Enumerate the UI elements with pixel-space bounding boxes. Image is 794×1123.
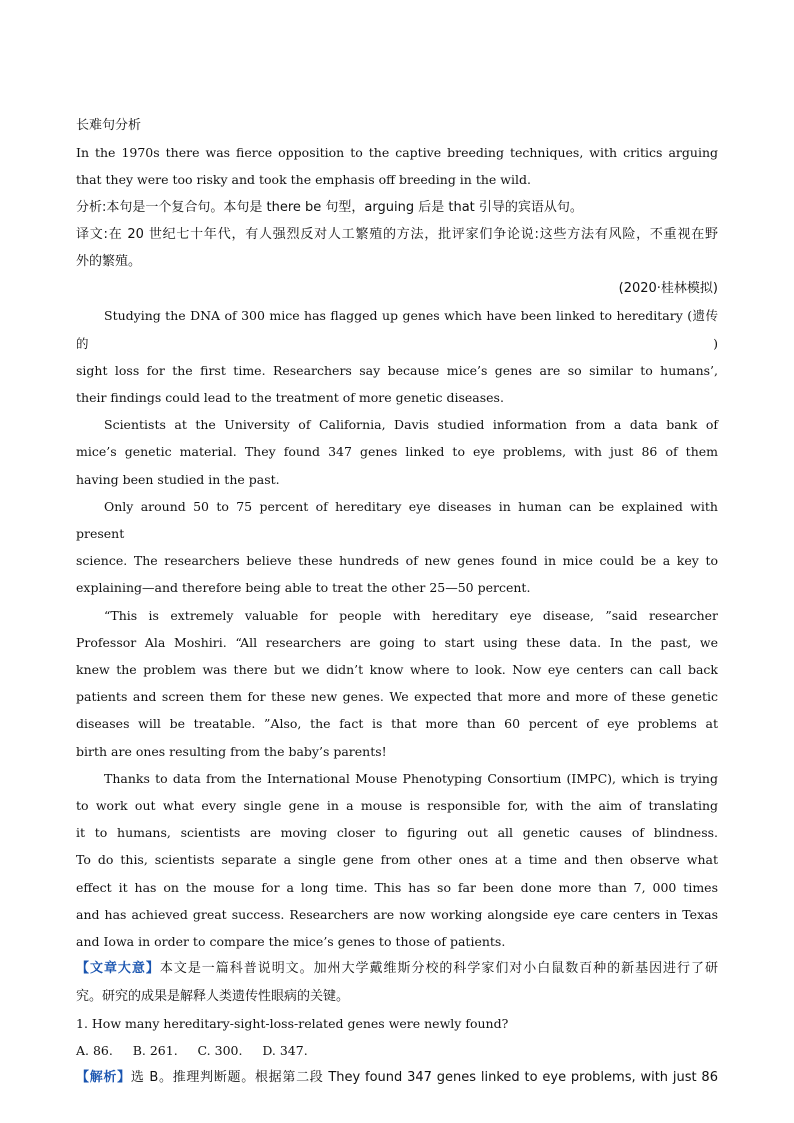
analysis-translation-line-2: 外的繁殖。 xyxy=(76,254,142,270)
passage-p4-line-2: Professor Ala Moshiri. “All researchers are going to start using these data. In the past, we xyxy=(76,634,718,650)
passage-p1-line-3: their findings could lead to the treatment of more genetic diseases. xyxy=(76,390,504,406)
passage-p1-line-1: Studying the DNA of 300 mice has flagged up genes which have been linked to hereditary (遗传的) xyxy=(76,308,718,351)
passage-p3-line-3: explaining—and therefore being able to treat the other 25—50 percent. xyxy=(76,580,531,596)
passage-p4-line-6: birth are ones resulting from the baby’s parents! xyxy=(76,743,387,759)
passage-p2-line-1: Scientists at the University of California, Davis studied information from a data bank of xyxy=(104,417,718,433)
analysis-sentence-line-2: that they were too risky and took the emphasis off breeding in the wild. xyxy=(76,172,531,188)
passage-p4-line-5: diseases will be treatable. ”Also, the fact is that more than 60 percent of eye problems at xyxy=(76,716,718,732)
passage-p5-line-1: Thanks to data from the International Mouse Phenotyping Consortium (IMPC), which is trying xyxy=(104,770,718,786)
passage-p1-line-2: sight loss for the first time. Researchers say because mice’s genes are so similar to humans’, xyxy=(76,362,718,378)
passage-p5-line-5: effect it has on the mouse for a long time. This has so far been done more than 7, 000 times xyxy=(76,879,718,895)
passage-p3-line-1: Only around 50 to 75 percent of hereditary eye diseases in human can be explained with present xyxy=(76,498,718,542)
passage-p5-line-7: and Iowa in order to compare the mice’s genes to those of patients. xyxy=(76,934,506,950)
document-page xyxy=(76,112,718,1091)
analysis-sentence-line-1: In the 1970s there was fierce opposition to the captive breeding techniques, with critics arguing xyxy=(76,145,718,161)
passage-p5-line-4: To do this, scientists separate a single gene from other ones at a time and then observe what xyxy=(76,852,718,868)
summary-line-1 xyxy=(76,955,718,982)
passage-p4-line-4: patients and screen them for these new genes. We expected that more and more of these genetic xyxy=(76,689,718,705)
passage-p4-line-1: “This is extremely valuable for people with hereditary eye disease, ”said researcher xyxy=(104,607,718,623)
question-1-stem: 1. How many hereditary-sight-loss-related genes were newly found? xyxy=(76,1015,509,1031)
analysis-translation-line-1: 译文:在 20 世纪七十年代，有人强烈反对人工繁殖的方法，批评家们争论说:这些方法有风险，不重视在野 xyxy=(76,226,718,242)
passage-source: (2020·桂林模拟) xyxy=(618,281,718,297)
passage-p5-line-3: it to humans, scientists are moving closer to figuring out all genetic causes of blindness. xyxy=(76,825,718,841)
explanation-label: 【解析】 xyxy=(76,1070,131,1086)
explanation-text: 选 B。推理判断题。根据第二段 They found 347 genes linked to eye problems, with just 86 xyxy=(130,1070,718,1086)
summary-line-2: 究。研究的成果是解释人类遗传性眼病的关键。 xyxy=(76,988,350,1004)
summary-text-1: 本文是一篇科普说明文。加州大学戴维斯分校的科学家们对小白鼠数百种的新基因进行了研 xyxy=(159,961,718,977)
question-1-options: A. 86. B. 261. C. 300. D. 347. xyxy=(76,1042,308,1058)
passage-p3-line-2: science. The researchers believe these hundreds of new genes found in mice could be a key to xyxy=(76,553,718,569)
explanation-line xyxy=(76,1064,718,1091)
analysis-fenxi: 分析:本句是一个复合句。本句是 there be 句型，arguing 后是 that 引导的宾语从句。 xyxy=(76,199,583,215)
passage-p5-line-6: and has achieved great success. Researchers are now working alongside eye care centers in Texas xyxy=(76,906,718,922)
passage-p5-line-2: to work out what every single gene in a mouse is responsible for, with the aim of translating xyxy=(76,798,718,814)
passage-p2-line-2: mice’s genetic material. They found 347 genes linked to eye problems, with just 86 of them xyxy=(76,444,718,460)
analysis-heading: 长难句分析 xyxy=(76,118,142,133)
passage-p4-line-3: knew the problem was there but we didn’t know where to look. Now eye centers can call back xyxy=(76,662,718,678)
summary-label: 【文章大意】 xyxy=(76,961,160,977)
passage-p2-line-3: having been studied in the past. xyxy=(76,471,280,487)
